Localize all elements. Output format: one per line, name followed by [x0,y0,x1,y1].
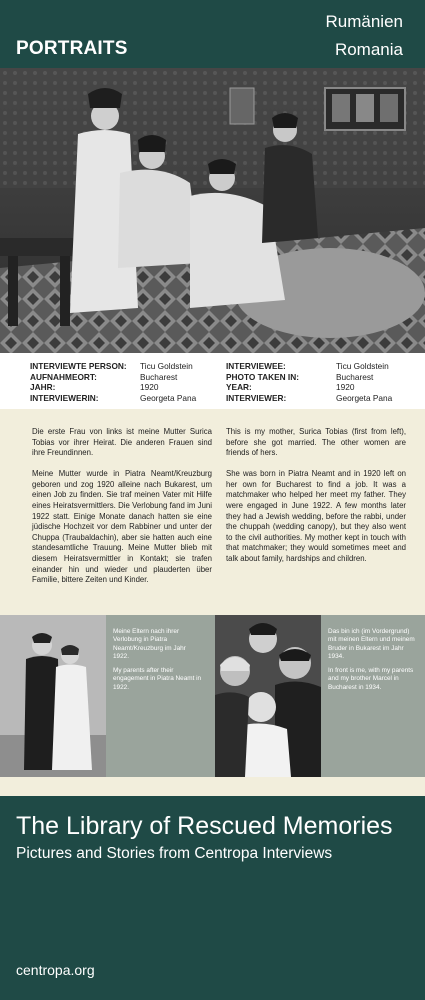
info-value: Georgeta Pana [140,392,197,403]
main-photo [0,68,425,353]
header [0,0,425,68]
right-photo-caption [328,628,418,698]
info-values-de [140,361,196,403]
footer-subtitle: Pictures and Stories from Centropa Interviews [16,845,333,862]
footer-title: The Library of Rescued Memories [16,812,393,840]
info-values-en [336,361,392,403]
page-title: PORTRAITS [16,38,128,59]
info-value: Ticu Goldstein [336,361,389,371]
caption-en: My parents after their engagement in Piatra Neamt in 1922. [113,667,202,691]
family-photo [215,615,321,777]
story-text [0,409,425,615]
info-label: AUFNAHMEORT: [30,371,97,382]
info-value: Ticu Goldstein [140,361,193,371]
info-value: 1920 [140,382,159,392]
info-value: 1920 [336,382,355,392]
info-label: INTERVIEWERIN: [30,392,99,403]
story-text-en [226,427,406,575]
info-value: Bucharest [336,371,374,382]
info-labels-de [30,361,127,403]
story-text-de [32,427,212,596]
caption-de: Meine Eltern nach ihrer Verlobung in Piatra Neamt/Kreuzburg im Jahr 1922. [113,628,186,660]
info-label: INTERVIEWEE: [226,361,286,371]
info-label: INTERVIEWTE PERSON: [30,361,127,371]
interview-info [0,353,425,409]
country-label-en: Romania [334,40,403,59]
caption-de: Das bin ich (im Vordergrund) mit meinen Eltern und meinem Bruder in Bukarest im Jahr 1934. [328,628,415,660]
paragraph: She was born in Piatra Neamt and in 1920 left on her own for Bucharest to find a job. It was a matchmaker who helped her meet my father. They were engaged in June 1922. A few months later they had a Jewish wedding, before the rabbi, under the chuppah (wedding canopy), but they also went to the civil authorities. My mother kept in touch with that matchmaker; they would sometimes meet and talk about family, hardships and children. [226,469,406,564]
info-label: PHOTO TAKEN IN: [226,371,299,382]
info-value: Bucharest [140,371,178,382]
country-label-de: Rumänien [325,12,403,31]
info-value: Georgeta Pana [336,392,393,403]
photos-strip [0,615,425,777]
paragraph: This is my mother, Surica Tobias (first from left), before she got married. The other women are friends of hers. [226,427,406,458]
caption-en: In front is me, with my parents and my brother Marcel in Bucharest in 1934. [328,667,414,691]
footer [0,796,425,1000]
info-label: YEAR: [226,382,252,392]
separator-band [0,777,425,796]
left-photo-caption [113,628,203,698]
couple-photo [0,615,106,777]
paragraph: Die erste Frau von links ist meine Mutter Surica Tobias vor ihrer Heirat. Die anderen Frauen sind ihre Freundinnen. [32,427,212,458]
info-label: JAHR: [30,382,56,392]
info-label: INTERVIEWER: [226,392,287,403]
footer-url-link[interactable]: centropa.org [16,962,95,978]
paragraph: Meine Mutter wurde in Piatra Neamt/Kreuzburg geboren und zog 1920 alleine nach Bukarest, um einen Job zu finden. Sie traf meinen Vater mit Hilfe eines Heiratsvermittlers. Die Verlobung fand im Juni 1922 statt. Einige Monate danach hatten sie eine jüdische Hochzeit vor dem Rabbiner und unter der Chuppa (Traubaldachin), aber sie hatten auch eine standesamtliche Trauung. Meine Mutter blieb mit diesem Heiratsvermittler in Kontakt; sie trafen einander hin und wieder und plauderten über Familie, bittere Zeiten und Kinder. [32,469,212,585]
info-labels-en [226,361,299,403]
